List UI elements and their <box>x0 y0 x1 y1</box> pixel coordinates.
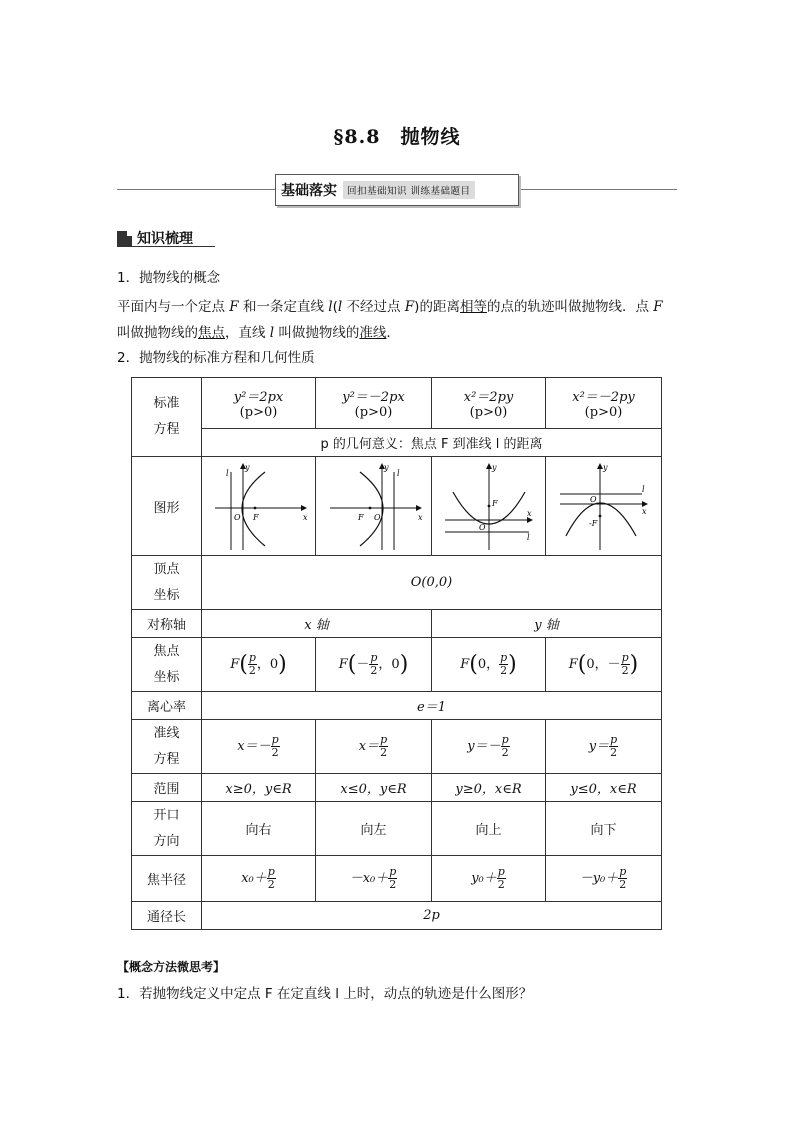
label-ecc: 离心率 <box>132 692 202 720</box>
eq-cell-4: x²＝－2py (p>0) <box>546 378 662 429</box>
svg-text:-F: -F <box>588 519 597 528</box>
svg-text:l: l <box>526 533 530 542</box>
section-heading <box>117 228 193 248</box>
focus-cell-1: F( $\frac{p}{2}$ ，0) <box>202 638 316 692</box>
label-focus: 焦点 坐标 <box>132 638 202 692</box>
graph-cell-1 <box>202 457 316 556</box>
focus-cell-2: F(－ $\frac{p}{2}$ ，0) <box>316 638 432 692</box>
svg-text:l: l <box>396 469 400 478</box>
focus-cell-3: F(0， $\frac{p}{2}$ ) <box>432 638 546 692</box>
label-opening: 开口 方向 <box>132 802 202 856</box>
label-std-eq: 标准 方程 <box>132 378 202 457</box>
svg-text:F: F <box>252 513 259 522</box>
vertex-value: O(0,0) <box>202 556 662 610</box>
svg-text:O: O <box>478 523 486 532</box>
think-question-1: 1．若抛物线定义中定点 F 在定直线 l 上时，动点的轨迹是什么图形？ <box>117 986 533 1002</box>
radius-cell-1: x₀＋ $\frac{p}{2}$ <box>202 856 316 902</box>
directrix-cell-3: y＝－ $\frac{p}{2}$ <box>432 720 546 774</box>
label-latus: 通径长 <box>132 902 202 930</box>
svg-text:O: O <box>589 495 597 504</box>
latus-value: 2p <box>202 902 662 930</box>
range-cell-1: x≥0，y∈R <box>202 774 316 802</box>
band-sub-label: 回扣基础知识 训练基础题目 <box>343 181 475 199</box>
svg-text:l: l <box>225 469 229 478</box>
svg-text:O: O <box>233 513 241 522</box>
svg-text:x: x <box>641 507 647 516</box>
range-cell-3: y≥0，x∈R <box>432 774 546 802</box>
graph-cell-4 <box>546 457 662 556</box>
svg-text:l: l <box>641 485 645 494</box>
label-graph: 图形 <box>132 457 202 556</box>
p-meaning: p 的几何意义：焦点 F 到准线 l 的距离 <box>202 429 662 457</box>
band-main-label: 基础落实 <box>281 183 337 199</box>
square-bullet-icon <box>117 231 132 246</box>
range-cell-2: x≤0，y∈R <box>316 774 432 802</box>
svg-text:y: y <box>244 463 250 472</box>
directrix-cell-2: x＝ $\frac{p}{2}$ <box>316 720 432 774</box>
focus-cell-4: F(0，－ $\frac{p}{2}$ ) <box>546 638 662 692</box>
svg-text:y: y <box>602 463 608 472</box>
subheading-table: 2．抛物线的标准方程和几何性质 <box>117 350 315 366</box>
radius-cell-2: －x₀＋ $\frac{p}{2}$ <box>316 856 432 902</box>
label-directrix: 准线 方程 <box>132 720 202 774</box>
svg-text:O: O <box>373 513 381 522</box>
directrix-cell-1: x＝－ $\frac{p}{2}$ <box>202 720 316 774</box>
subheading-concept: 1．抛物线的概念 <box>117 270 221 286</box>
graph-right-opening <box>209 460 309 552</box>
range-cell-4: y≤0，x∈R <box>546 774 662 802</box>
concept-paragraph: 平面内与一个定点 F 和一条定直线 l(l 不经过点 F)的距离相等的点的轨迹叫做抛物线．点 F 叫做抛物线的焦点，直线 l 叫做抛物线的准线． <box>117 299 663 341</box>
opening-cell-3: 向上 <box>432 802 546 856</box>
label-radius: 焦半径 <box>132 856 202 902</box>
graph-cell-2 <box>316 457 432 556</box>
graph-up-opening <box>439 460 539 552</box>
radius-cell-3: y₀＋ $\frac{p}{2}$ <box>432 856 546 902</box>
svg-text:F: F <box>491 499 498 508</box>
opening-cell-1: 向右 <box>202 802 316 856</box>
svg-text:F: F <box>357 513 364 522</box>
opening-cell-2: 向左 <box>316 802 432 856</box>
think-heading: 【概念方法微思考】 <box>117 960 226 974</box>
label-range: 范围 <box>132 774 202 802</box>
svg-text:y: y <box>491 463 497 472</box>
eq-cell-1: y²＝2px (p>0) <box>202 378 316 429</box>
label-axis: 对称轴 <box>132 610 202 638</box>
axis-y: y 轴 <box>432 610 662 638</box>
section-underline <box>117 246 215 247</box>
eq-cell-3: x²＝2py (p>0) <box>432 378 546 429</box>
eq-cell-2: y²＝－2px (p>0) <box>316 378 432 429</box>
section-heading-text: 知识梳理 <box>137 231 193 247</box>
graph-left-opening <box>324 460 424 552</box>
ecc-value: e＝1 <box>202 692 662 720</box>
axis-x: x 轴 <box>202 610 432 638</box>
directrix-cell-4: y＝ $\frac{p}{2}$ <box>546 720 662 774</box>
radius-cell-4: －y₀＋ $\frac{p}{2}$ <box>546 856 662 902</box>
parabola-property-table <box>131 377 662 930</box>
graph-cell-3 <box>432 457 546 556</box>
opening-cell-4: 向下 <box>546 802 662 856</box>
svg-text:x: x <box>417 513 423 522</box>
section-band <box>117 172 677 208</box>
page-title: §8.8 抛物线 <box>333 126 461 148</box>
band-box <box>275 174 519 206</box>
svg-text:x: x <box>302 513 308 522</box>
label-vertex: 顶点 坐标 <box>132 556 202 610</box>
svg-text:y: y <box>383 463 389 472</box>
svg-text:x: x <box>526 509 532 518</box>
graph-down-opening <box>554 460 654 552</box>
